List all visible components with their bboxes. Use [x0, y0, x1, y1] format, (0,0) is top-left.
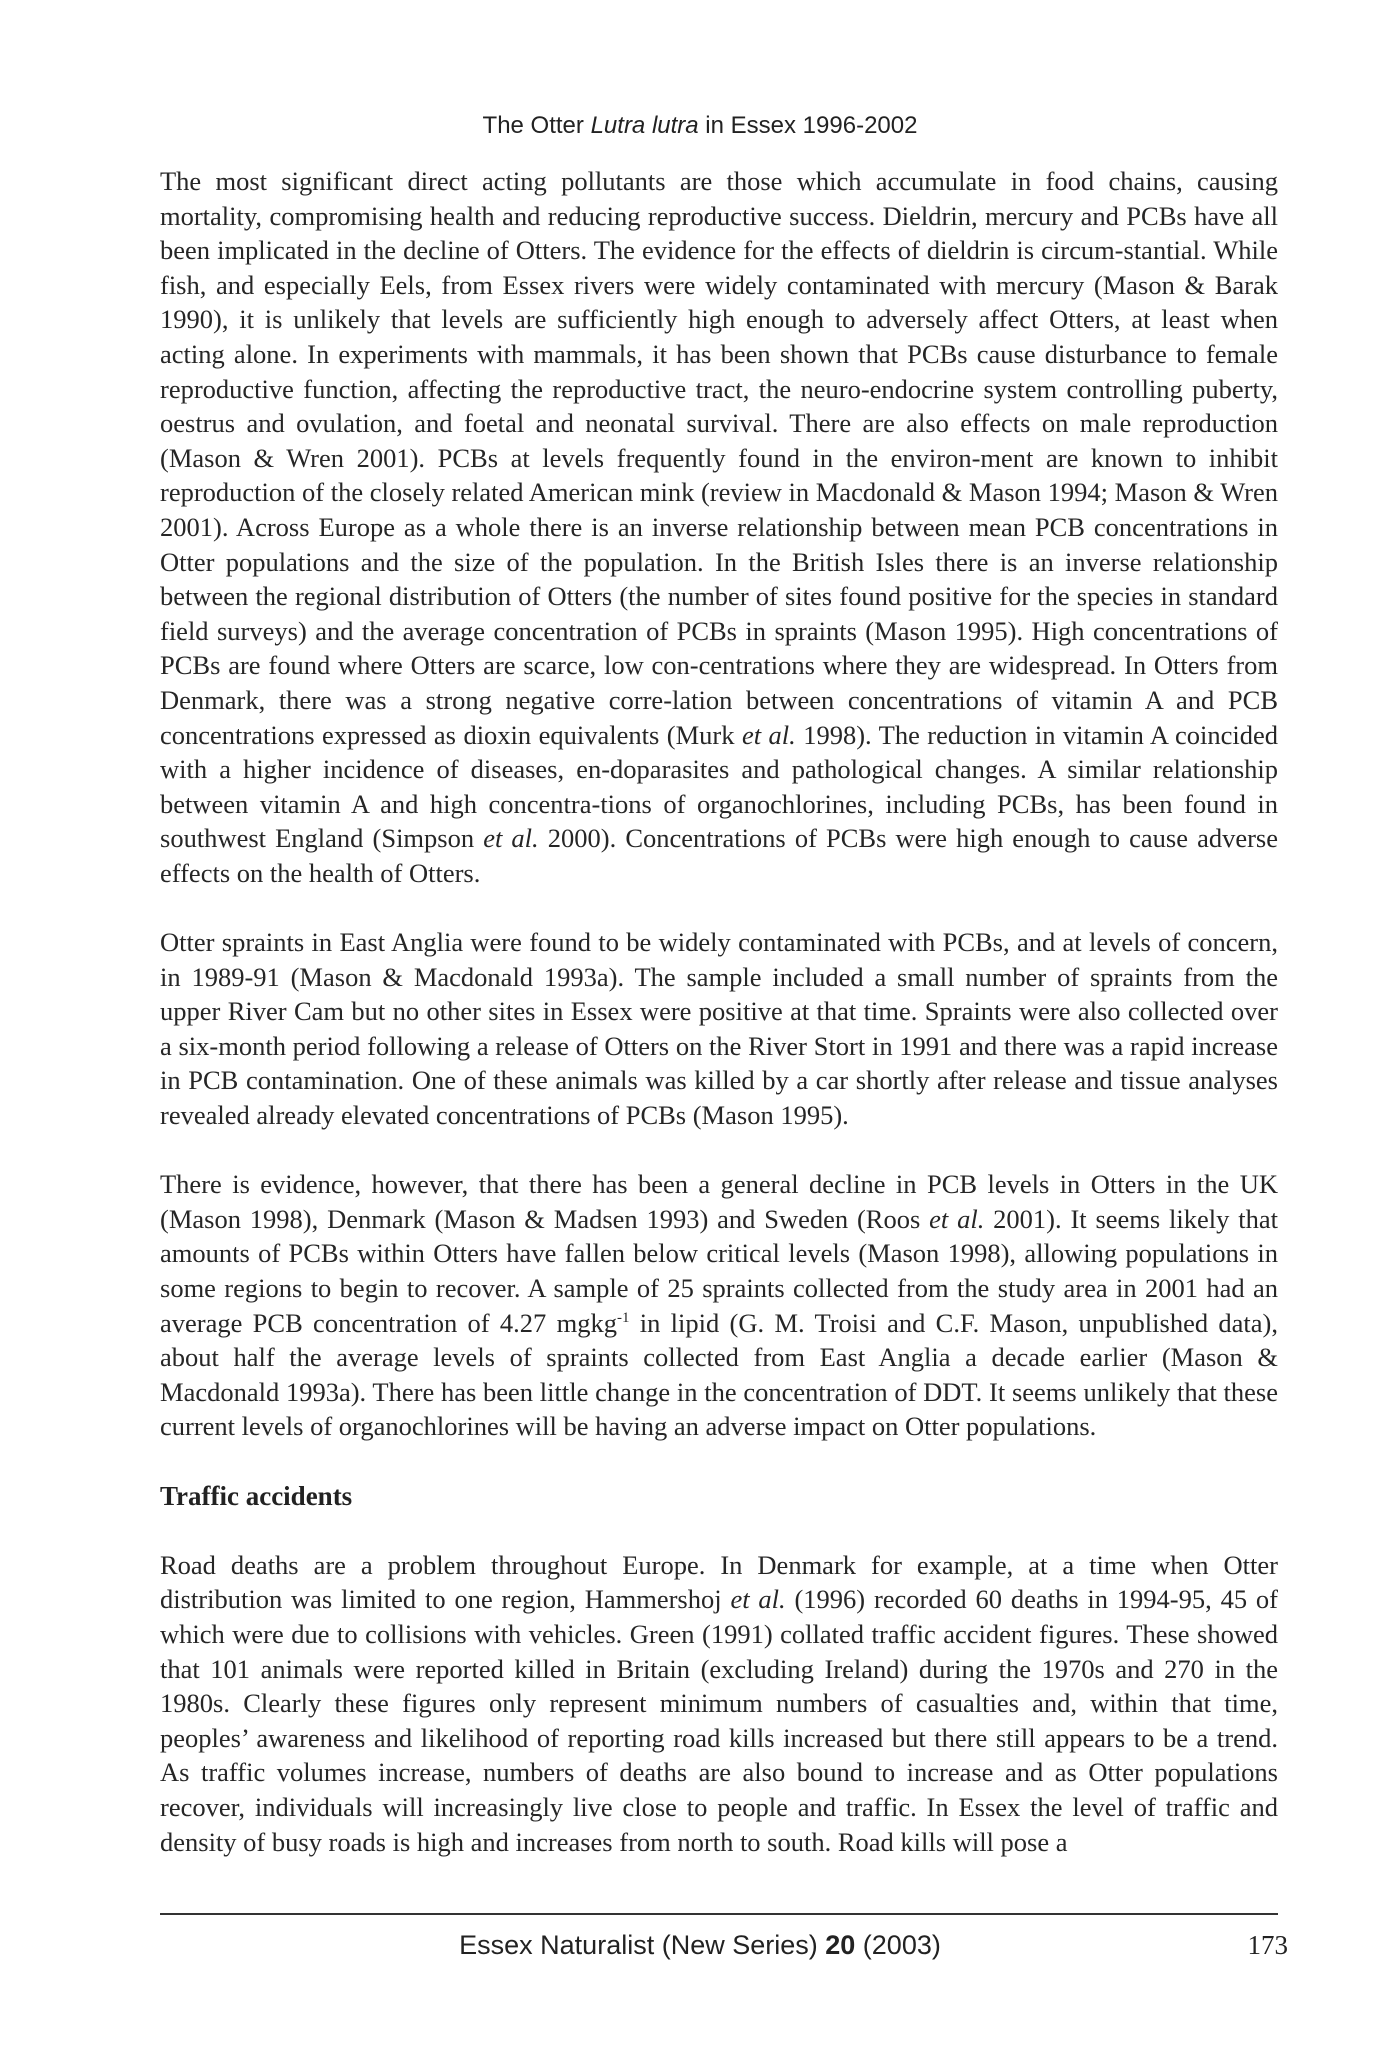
italic-citation: et al.: [483, 823, 539, 854]
journal-name: Essex Naturalist (New Series): [459, 1930, 826, 1960]
text-run: in lipid (G. M. Troisi and C.F. Mason, unpublished data), about half the average levels of spraints collected from East Anglia a decade earlier (Mason & Macdonald 1993a). There has been little change in the concentration of DDT. It seems unlikely that these current levels of organochlorines will be having an adverse impact on Otter populations.: [160, 1307, 1278, 1442]
italic-citation: et al.: [741, 719, 796, 750]
page-number: 173: [1247, 1930, 1288, 1960]
paragraph-pcb-decline: [160, 1167, 1278, 1444]
header-title-end: in Essex 1996-2002: [698, 112, 918, 139]
text-run: The most significant direct acting pollutants are those which accumulate in food chains, causing mortality, compromising health and reducing reproductive success. Dieldrin, mercury and PCBs have all been implicated in the decline of Otters. The evidence for the effects of dieldrin is circum-stantial. While fish, and especially Eels, from Essex rivers were widely contaminated with mercury (Mason & Barak 1990), it is unlikely that levels are sufficiently high enough to adversely affect Otters, at least when acting alone. In experiments with mammals, it has been shown that PCBs cause disturbance to female reproductive function, affecting the reproductive tract, the neuro-endocrine system controlling puberty, oestrus and ovulation, and foetal and neonatal survival. There are also effects on male reproduction (Mason & Wren 2001). PCBs at levels frequently found in the environ-ment are known to inhibit reproduction of the closely related American mink (review in Macdonald & Mason 1994; Mason & Wren 2001). Across Europe as a whole there is an inverse relationship between mean PCB concentrations in Otter populations and the size of the population. In the British Isles there is an inverse relationship between the regional distribution of Otters (the number of sites found positive for the species in standard field surveys) and the average concentration of PCBs in spraints (Mason 1995). High concentrations of PCBs are found where Otters are scarce, low con-centrations where they are widespread. In Otters from Denmark, there was a strong negative corre-lation between concentrations of vitamin A and PCB concentrations expressed as dioxin equivalents (Murk: [160, 166, 1278, 750]
italic-citation: et al.: [929, 1203, 985, 1234]
paragraph-traffic: [160, 1548, 1278, 1859]
article-body: [160, 164, 1278, 1859]
paragraph-east-anglia: Otter spraints in East Anglia were found to be widely contaminated with PCBs, and at levels of concern, in 1989-91 (Mason & Macdonald 1993a). The sample included a small number of spraints from the upper River Cam but no other sites in Essex were positive at that time. Spraints were also collected over a six-month period following a release of Otters on the River Stort in 1991 and there was a rapid increase in PCB contamination. One of these animals was killed by a car shortly after release and tissue analyses revealed already elevated concentrations of PCBs (Mason 1995).: [160, 927, 1278, 1131]
text-run: There is evidence, however, that there has been a general decline in PCB levels in Otters in the UK (Mason 1998), Denmark (Mason & Madsen 1993) and Sweden (Roos: [160, 1169, 1278, 1234]
superscript-unit: -1: [616, 1309, 630, 1326]
text-run: Road deaths are a problem throughout Europe. In Denmark for example, at a time when Otter distribution was limited to one region, Hammershoj: [160, 1549, 1278, 1615]
footer-rule: [160, 1913, 1278, 1915]
italic-citation: et al.: [730, 1584, 786, 1615]
paragraph-pollutants: [160, 164, 1278, 890]
text-run: 2000). Concentrations of PCBs were high enough to cause adverse effects on the health of Otters.: [160, 823, 1278, 888]
header-species-name: Lutra lutra: [590, 112, 699, 139]
text-run: 1998). The reduction in vitamin A coincided with a higher incidence of diseases, en-doparasites and pathological changes. A similar relationship between vitamin A and high concentra-tions of organochlorines, including PCBs, has been found in southwest England (Simpson: [160, 719, 1278, 854]
journal-volume: 20: [825, 1930, 856, 1960]
text-run: 2001). It seems likely that amounts of PCBs within Otters have fallen below critical levels (Mason 1998), allowing populations in some regions to begin to recover. A sample of 25 spraints collected from the study area in 2001 had an average PCB concentration of 4.27 mgkg: [160, 1203, 1278, 1338]
journal-year: (2003): [855, 1930, 941, 1960]
header-title-start: The Otter: [482, 112, 591, 139]
journal-footer: [0, 1930, 1400, 1961]
section-heading-traffic: Traffic accidents: [160, 1480, 353, 1511]
text-run: (1996) recorded 60 deaths in 1994-95, 45 of which were due to collisions with vehicles. Green (1991) collated traffic accident figures. These showed that 101 animals were reported killed in Britain (excluding Ireland) during the 1970s and 270 in the 1980s. Clearly these figures only represent minimum numbers of casualties and, within that time, peoples’ awareness and likelihood of reporting road kills increased but there still appears to be a trend. As traffic volumes increase, numbers of deaths are also bound to increase and as Otter populations recover, individuals will increasingly live close to people and traffic. In Essex the level of traffic and density of busy roads is high and increases from north to south. Road kills will pose a: [160, 1584, 1278, 1857]
running-header: [0, 112, 1400, 140]
